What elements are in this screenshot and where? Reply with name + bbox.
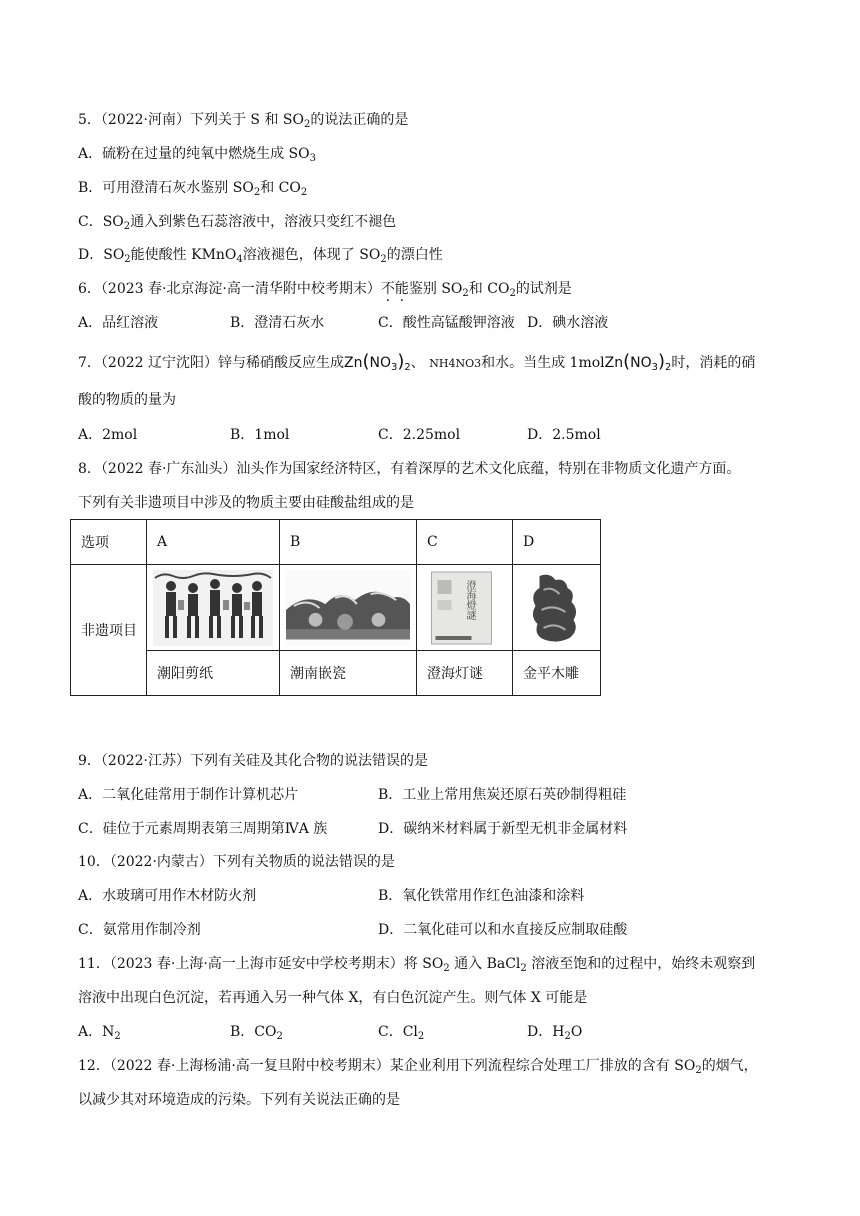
heritage-table <box>70 519 601 696</box>
q5-option-d: D．$SO_2$能使酸性 KMnO$_4$溶液褪色，体现了 $SO_2$的漂白性 <box>78 247 443 265</box>
q6-option-d: D．碘水溶液 <box>527 315 609 331</box>
table-header-cell: 选项 <box>71 520 147 565</box>
table-header-cell: A <box>147 520 280 565</box>
lantern-riddle-book-image <box>423 570 506 646</box>
q12-stem-line2: 以减少其对环境造成的污染。下列有关说法正确的是 <box>78 1092 400 1108</box>
nh4no3-formula: NH4NO3 <box>429 357 482 370</box>
porcelain-inlay-image <box>286 570 410 646</box>
q9-option-c: C．硅位于元素周期表第三周期第ⅣA 族 <box>78 821 328 837</box>
q9-option-a: A．二氧化硅常用于制作计算机芯片 <box>78 787 299 803</box>
q7-option-d: D．2.5mol <box>527 427 601 443</box>
q7-option-b: B．1mol <box>230 427 290 443</box>
q8-stem-line2: 下列有关非遗项目中涉及的物质主要由硅酸盐组成的是 <box>78 495 414 511</box>
q7-option-c: C．2.25mol <box>378 427 461 443</box>
q7-option-a: A．2mol <box>78 427 138 443</box>
item-name-a: 潮阳剪纸 <box>147 651 280 696</box>
q6-stem: 6．（2023 春·北京海淀·高一清华附中校考期末）不能鉴别 $SO_2$和 $CO_2$的试剂是 <box>78 281 572 299</box>
q5-option-c: C．$SO_2$通入到紫色石蕊溶液中，溶液只变红不褪色 <box>78 214 397 232</box>
paper-cutting-image <box>153 570 273 646</box>
q12-stem-line1: 12．（2022 春·上海杨浦·高一复旦附中校考期末）某企业利用下列流程综合处理工厂排放的含有 $SO_2$的烟气， <box>78 1058 758 1076</box>
q6-option-b: B．澄清石灰水 <box>230 315 325 331</box>
item-name-c: 澄海灯谜 <box>417 651 513 696</box>
q10-option-c: C．氨常用作制冷剂 <box>78 922 201 938</box>
q5-stem: 5．（2022·河南）下列关于 S 和 $SO_2$的说法正确的是 <box>78 112 409 130</box>
zn-formula: $Zn(NO_3)_2$ <box>604 351 672 373</box>
q11-stem-line2: 溶液中出现白色沉淀，若再通入另一种气体 X，有白色沉淀产生。则气体 X 可能是 <box>78 990 588 1006</box>
image-cell-d <box>513 565 601 651</box>
book-title: 澄海燈謎 <box>464 579 475 620</box>
q10-option-d: D．二氧化硅可以和水直接反应制取硅酸 <box>378 922 628 938</box>
zn-formula: $Zn(NO_3)_2$ <box>344 351 411 373</box>
q11-option-c: C．$Cl_2$ <box>378 1024 425 1042</box>
q5-option-a: A．硫粉在过量的纯氧中燃烧生成 $SO_3$ <box>78 146 317 164</box>
q6-option-c: C．酸性高锰酸钾溶液 <box>378 315 515 331</box>
q11-option-d: D．$H_2O$ <box>527 1024 583 1042</box>
q7-stem-line1: 7．（2022 辽宁沈阳）锌与稀硝酸反应生成$Zn(NO_3)_2$、 NH4NO3和水。当生成 $1molZn(NO_3)_2$时，消耗的硝 <box>78 351 756 373</box>
emphasis-mark: 能 <box>394 281 409 297</box>
image-cell-c <box>417 565 513 651</box>
q8-stem-line1: 8．（2022 春·广东汕头）汕头作为国家经济特区，有着深厚的艺术文化底蕴，特别在非物质文化遗产方面。 <box>78 461 741 477</box>
emphasis-mark: 不 <box>380 281 395 297</box>
item-name-d: 金平木雕 <box>513 651 601 696</box>
q10-option-a: A．水玻璃可用作木材防火剂 <box>78 888 257 904</box>
q11-option-a: A．$N_2$ <box>78 1024 121 1042</box>
q10-option-b: B．氧化铁常用作红色油漆和涂料 <box>378 888 585 904</box>
q9-stem: 9．（2022·江苏）下列有关硅及其化合物的说法错误的是 <box>78 753 428 769</box>
item-name-b: 潮南嵌瓷 <box>280 651 417 696</box>
q5-option-b: B．可用澄清石灰水鉴别 $SO_2$和 $CO_2$ <box>78 180 308 198</box>
q11-stem-line1: 11．（2023 春·上海·高一上海市延安中学校考期末）将 $SO_2$ 通入 BaCl$_2$ 溶液至饱和的过程中，始终未观察到 <box>78 956 756 974</box>
q9-option-b: B．工业上常用焦炭还原石英砂制得粗硅 <box>378 787 627 803</box>
table-header-cell: B <box>280 520 417 565</box>
image-cell-a <box>147 565 280 651</box>
table-header-cell: C <box>417 520 513 565</box>
q11-option-b: B．$CO_2$ <box>230 1024 283 1042</box>
q6-option-a: A．品红溶液 <box>78 315 159 331</box>
q10-stem: 10．（2022·内蒙古）下列有关物质的说法错误的是 <box>78 854 395 870</box>
table-header-cell: D <box>513 520 601 565</box>
wood-carving-image <box>519 570 594 646</box>
image-cell-b <box>280 565 417 651</box>
q9-option-d: D．碳纳米材料属于新型无机非金属材料 <box>378 821 628 837</box>
q7-stem-line2: 酸的物质的量为 <box>78 392 176 408</box>
row-label-cell: 非遗项目 <box>71 565 147 696</box>
